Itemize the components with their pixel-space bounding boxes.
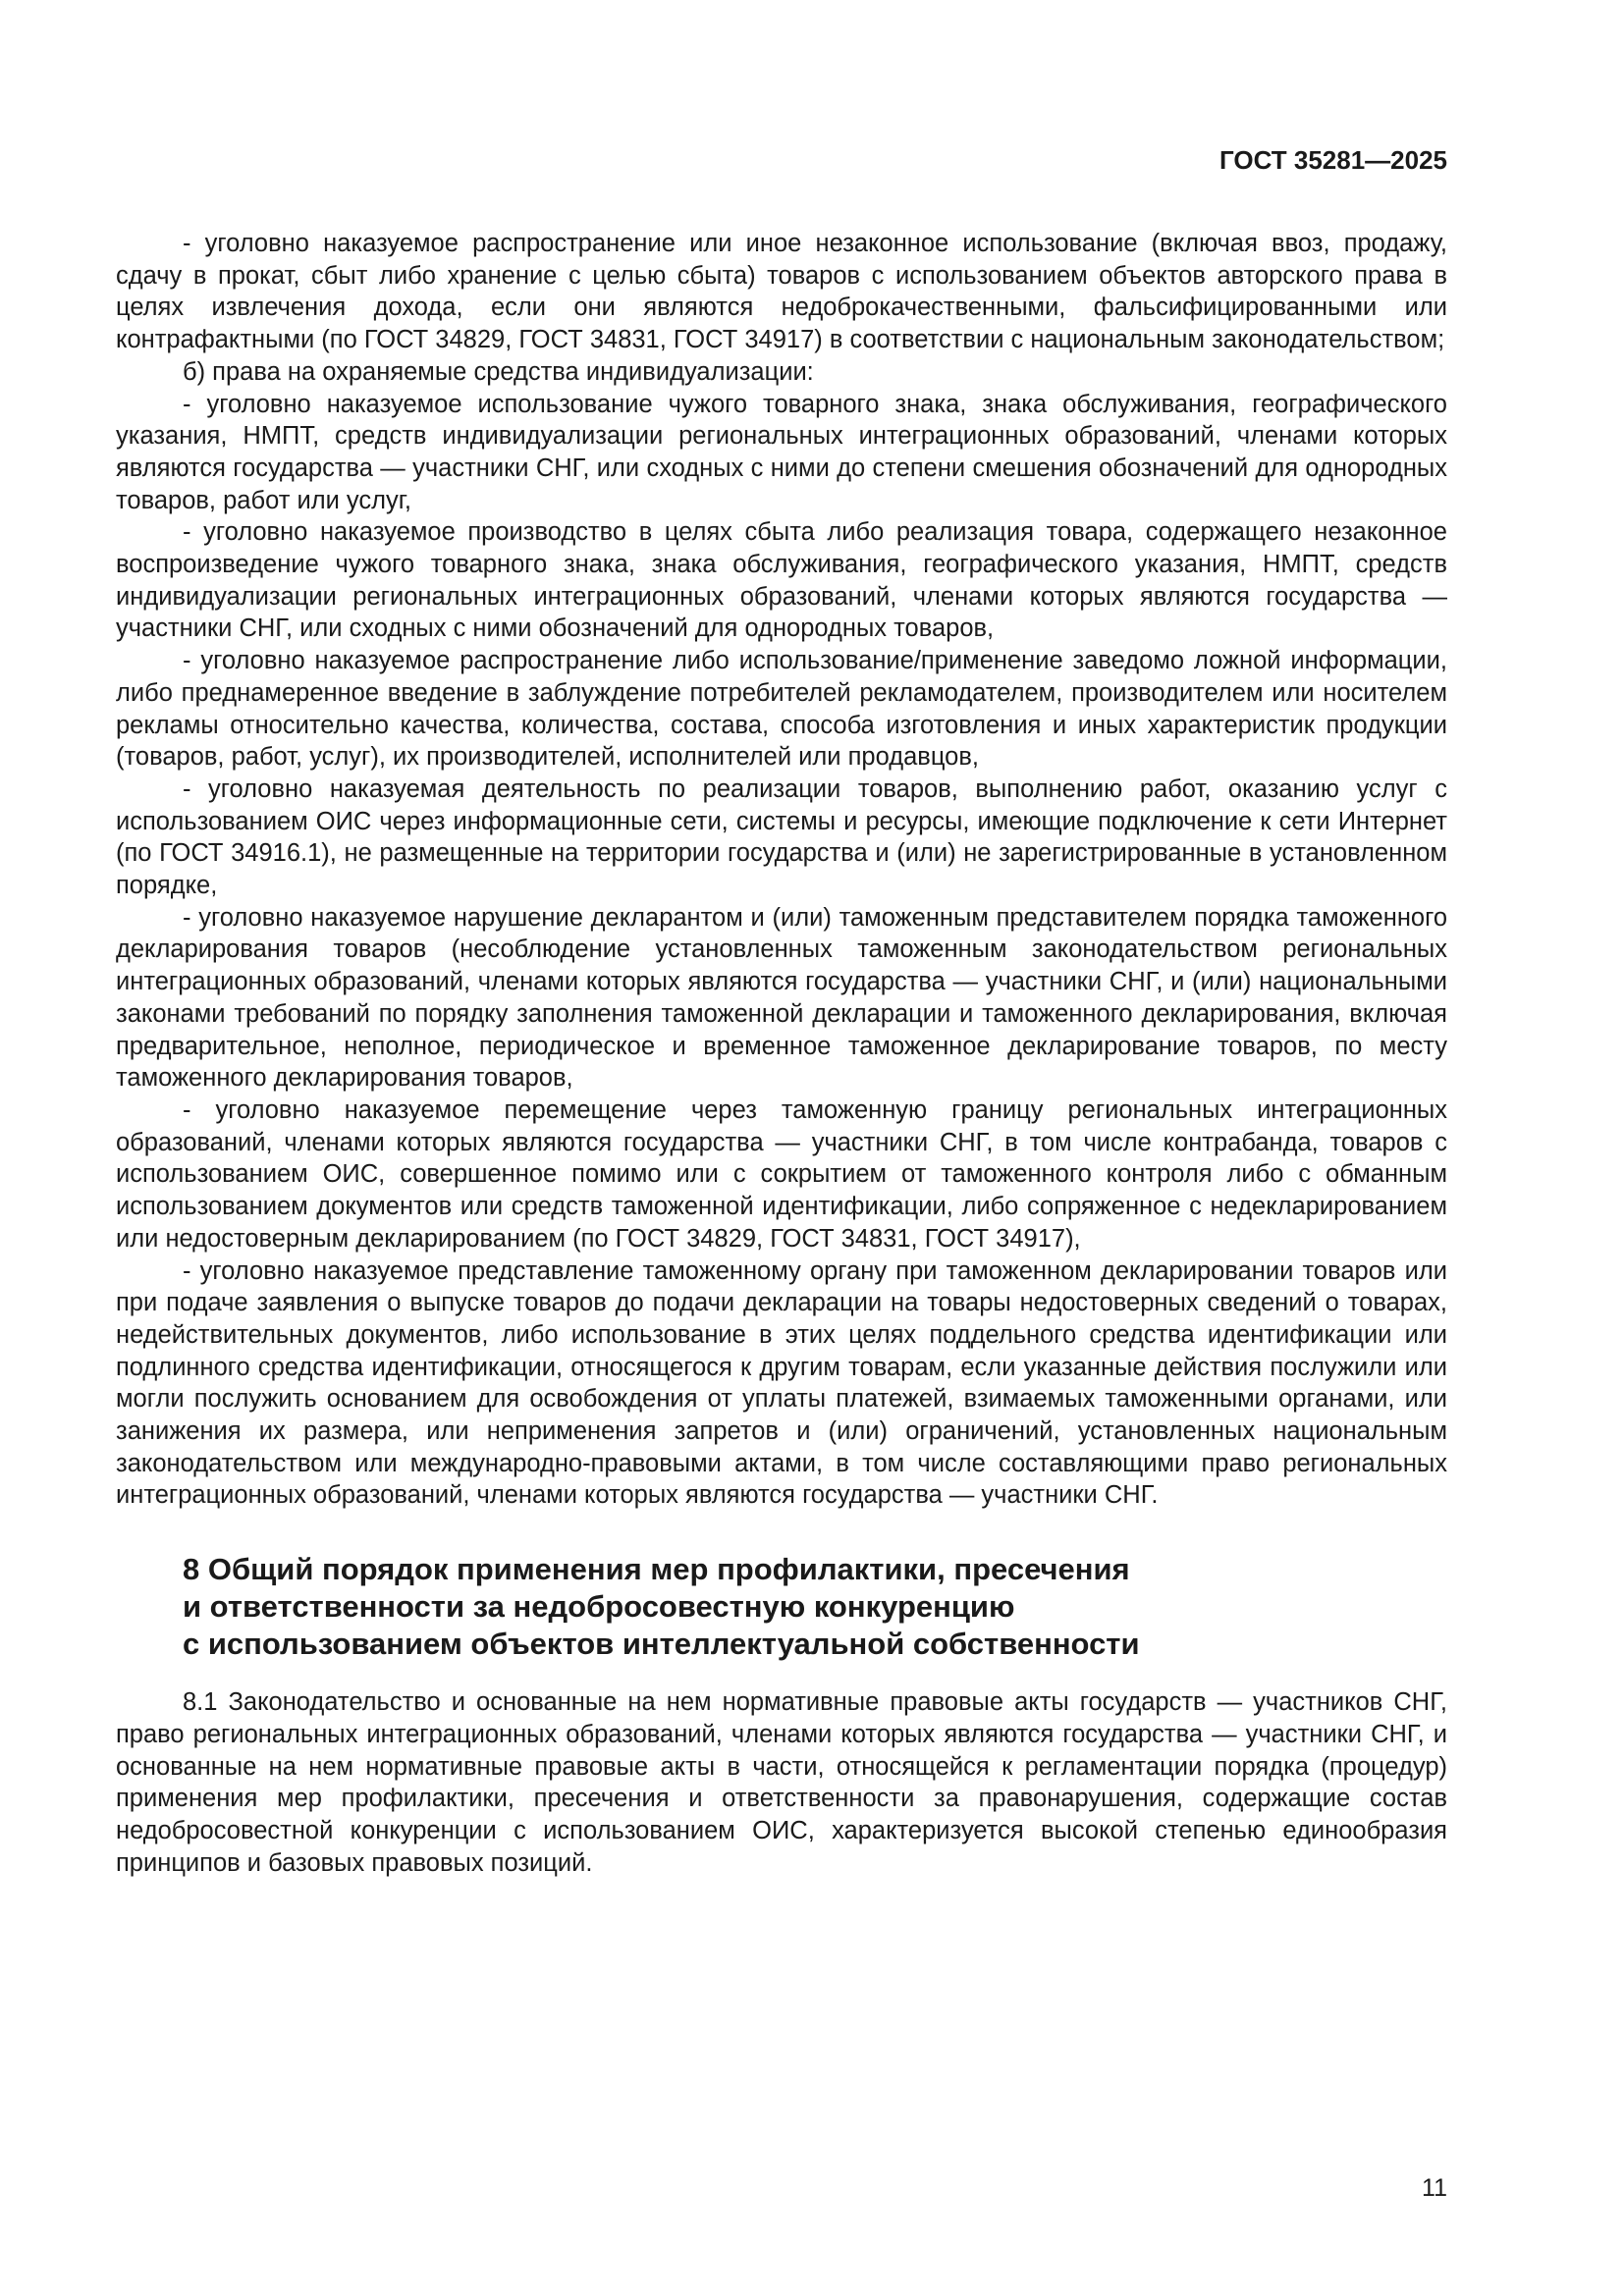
paragraph: - уголовно наказуемая деятельность по реализации товаров, выполнению работ, оказанию услуг с использованием ОИС через информационные сети, системы и ресурсы, имеющие подключение к сети Интернет (по ГОСТ 34916.1), не размещенные на территории государства и (или) не зарегистрированные в установленном порядке, bbox=[116, 774, 1447, 900]
section-heading-line: с использованием объектов интеллектуальной собственности bbox=[183, 1627, 1140, 1662]
section-8-heading bbox=[116, 1551, 1447, 1663]
page-number: 11 bbox=[1422, 2174, 1447, 2202]
paragraph: - уголовно наказуемое перемещение через таможенную границу региональных интеграционных образований, членами которых являются государства — участники СНГ, в том числе контрабанда, товаров с использованием ОИС, совершенное помимо или с сокрытием от таможенного контроля либо с обманным использованием документов или средств таможенной идентификации, либо сопряженное с недекларированием или недостоверным декларированием (по ГОСТ 34829, ГОСТ 34831, ГОСТ 34917), bbox=[116, 1095, 1447, 1253]
paragraph-8-1: 8.1 Законодательство и основанные на нем нормативные правовые акты государств — участников СНГ, право региональных интеграционных образований, членами которых являются государства — участники СНГ, и основанные на нем нормативные правовые акты в части, относящейся к регламентации порядка (процедур) применения мер профилактики, пресечения и ответственности за правонарушения, содержащие состав недобросовестной конкуренции с использованием ОИС, характеризуется высокой степенью единообразия принципов и базовых правовых позиций. bbox=[116, 1688, 1447, 1877]
paragraph: - уголовно наказуемое распространение или иное незаконное использование (включая ввоз, продажу, сдачу в прокат, сбыт либо хранение с целью сбыта) товаров с использованием объектов авторского права в целях извлечения дохода, если они являются недоброкачественными, фальсифицированными или контрафактными (по ГОСТ 34829, ГОСТ 34831, ГОСТ 34917) в соответствии с национальным законодательством; bbox=[116, 230, 1447, 354]
document-header-standard: ГОСТ 35281—2025 bbox=[1219, 145, 1447, 175]
paragraph: - уголовно наказуемое производство в целях сбыта либо реализация товара, содержащего незаконное воспроизведение чужого товарного знака, знака обслуживания, географического указания, НМПТ, средств индивидуализации региональных интеграционных образований, членами которых являются государства — участники СНГ, или сходных с ними обозначений для однородных товаров, bbox=[116, 518, 1447, 643]
paragraph: - уголовно наказуемое нарушение декларантом и (или) таможенным представителем порядка таможенного декларирования товаров (несоблюдение установленных таможенным законодательством региональных интеграционных образований, членами которых являются государства — участники СНГ, и (или) национальными законами требований по порядку заполнения таможенной декларации и таможенного декларирования, включая предварительное, неполное, периодическое и временное таможенное декларирование товаров, по месту таможенного декларирования товаров, bbox=[116, 903, 1447, 1093]
paragraph: - уголовно наказуемое представление таможенному органу при таможенном декларировании товаров или при подаче заявления о выпуске товаров до подачи декларации на товары недостоверных сведений о товарах, недействительных документов, либо использование в этих целях поддельного средства идентификации или подлинного средства идентификации, относящегося к другим товарам, если указанные действия послужили или могли послужить основанием для освобождения от уплаты платежей, взимаемых таможенными органами, или занижения их размера, или неприменения запретов и (или) ограничений, установленных национальным законодательством или международно-правовыми актами, в том числе составляющими право региональных интеграционных образований, членами которых являются государства — участники СНГ. bbox=[116, 1256, 1447, 1510]
document-body bbox=[116, 228, 1447, 1879]
section-heading-line: и ответственности за недобросовестную конкуренцию bbox=[183, 1589, 1015, 1625]
paragraph: - уголовно наказуемое распространение либо использование/применение заведомо ложной информации, либо преднамеренное введение в заблуждение потребителей рекламодателем, производителем или носителем рекламы относительно качества, количества, состава, способа изготовления и иных характеристик продукции (товаров, работ, услуг), их производителей, исполнителей или продавцов, bbox=[116, 647, 1447, 772]
paragraph: - уголовно наказуемое использование чужого товарного знака, знака обслуживания, географического указания, НМПТ, средств индивидуализации региональных интеграционных образований, членами которых являются государства — участники СНГ, или сходных с ними до степени смешения обозначений для однородных товаров, работ или услуг, bbox=[116, 390, 1447, 514]
section-heading-line: 8 Общий порядок применения мер профилактики, пресечения bbox=[183, 1552, 1130, 1587]
paragraph: б) права на охраняемые средства индивидуализации: bbox=[183, 357, 814, 386]
